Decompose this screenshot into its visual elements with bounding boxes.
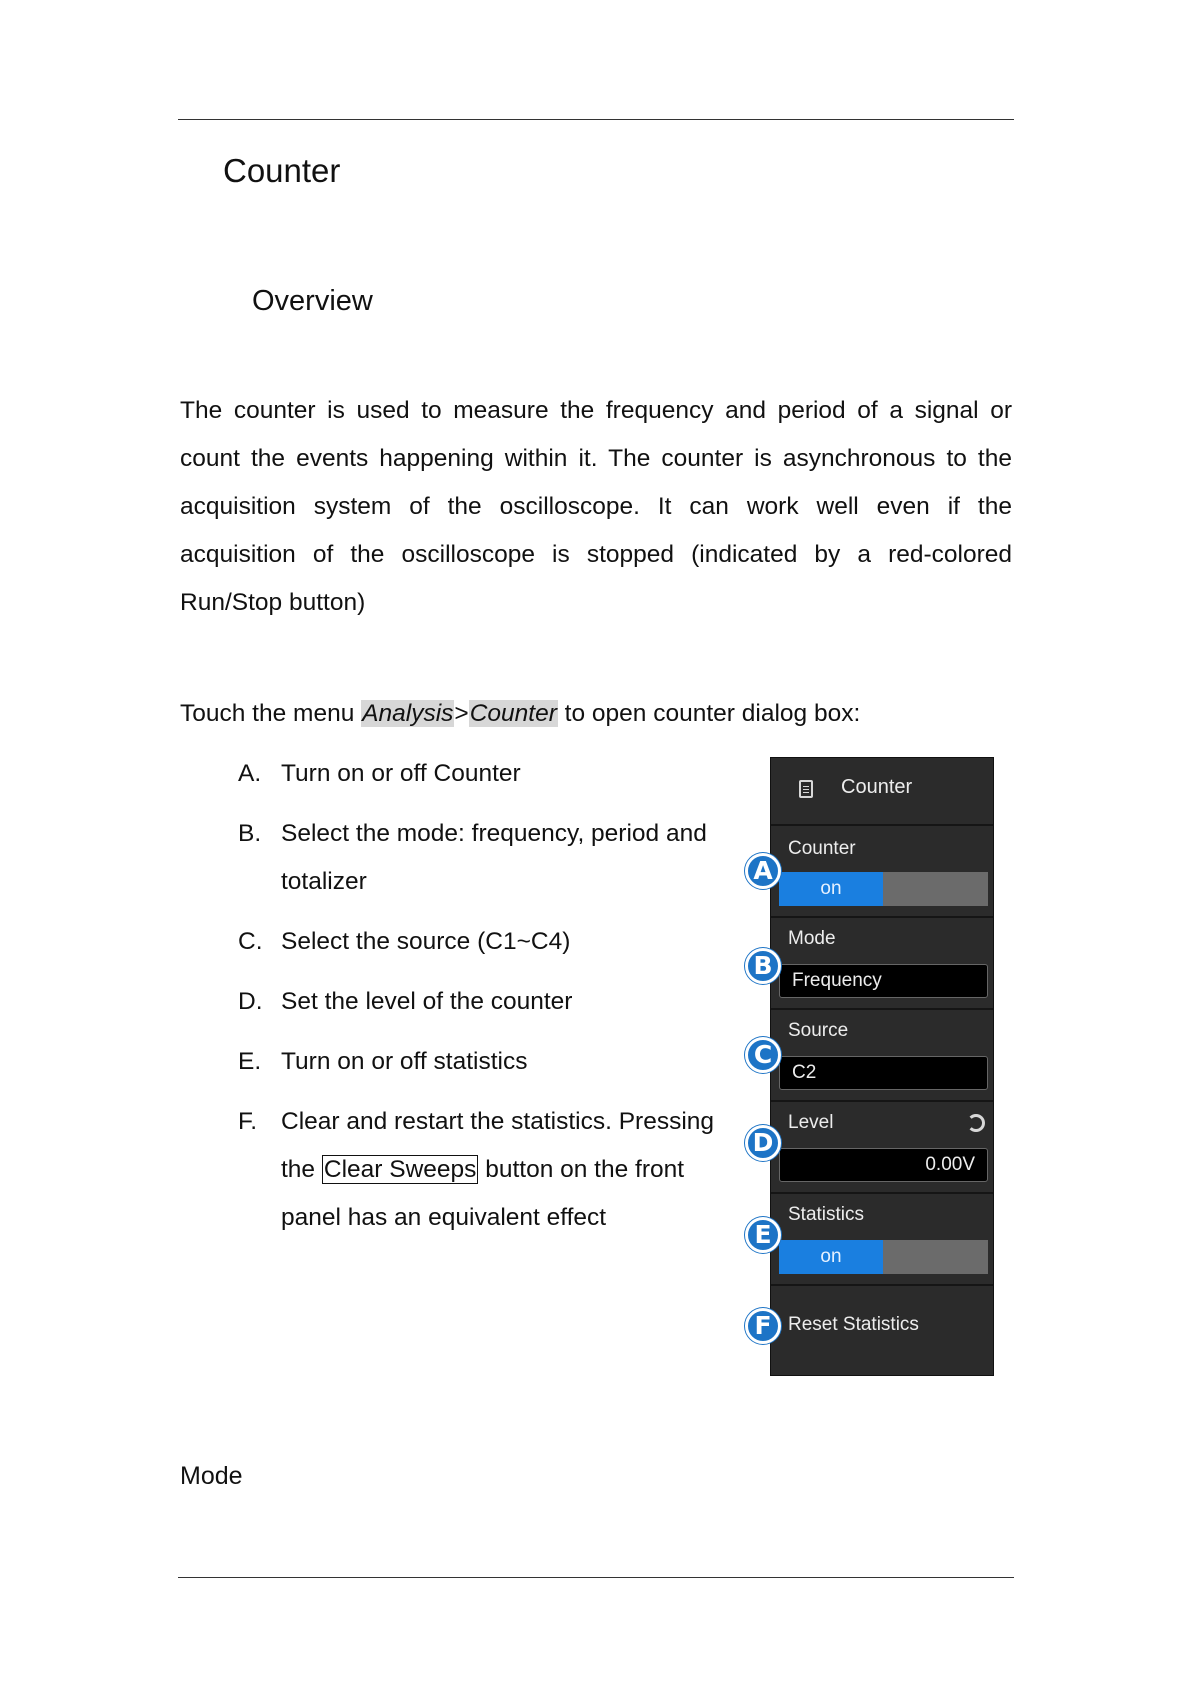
reset-statistics-button[interactable]: Reset Statistics xyxy=(788,1314,919,1335)
clear-sweeps-key: Clear Sweeps xyxy=(323,1156,477,1183)
subsection-heading: Overview xyxy=(252,285,373,317)
marker-a: A xyxy=(745,853,781,889)
item-text: Select the source (C1~C4) xyxy=(281,928,571,955)
list-item xyxy=(238,918,738,966)
item-text: Turn on or off Counter xyxy=(281,760,521,787)
item-label: F. xyxy=(238,1108,258,1135)
list-item xyxy=(238,978,738,1026)
counter-toggle-on: on xyxy=(779,872,883,906)
marker-d: D xyxy=(745,1125,781,1161)
item-label: C. xyxy=(238,928,263,955)
menu-analysis: Analysis xyxy=(362,700,454,727)
counter-toggle[interactable] xyxy=(779,872,988,906)
menu-separator: > xyxy=(454,700,469,727)
marker-b: B xyxy=(745,948,781,984)
mode-section xyxy=(771,916,993,1008)
marker-e: E xyxy=(745,1217,781,1253)
counter-dialog xyxy=(770,757,994,1376)
source-section xyxy=(771,1008,993,1100)
level-label: Level xyxy=(788,1112,834,1133)
statistics-toggle-on: on xyxy=(779,1240,883,1274)
item-label: E. xyxy=(238,1048,262,1075)
item-text: Select the mode: frequency, period and totalizer xyxy=(281,820,707,895)
source-label: Source xyxy=(788,1020,849,1041)
item-text: Set the level of the counter xyxy=(281,988,573,1015)
item-text: Turn on or off statistics xyxy=(281,1048,528,1075)
counter-section xyxy=(771,824,993,916)
list-item xyxy=(238,750,738,798)
level-section xyxy=(771,1100,993,1192)
item-label: A. xyxy=(238,760,262,787)
mode-select[interactable]: Frequency xyxy=(779,964,988,998)
mode-label: Mode xyxy=(788,928,836,949)
marker-f: F xyxy=(745,1308,781,1344)
item-text-pre: Clear and restart the statistics. Pressing the xyxy=(281,1108,715,1183)
section-heading: Counter xyxy=(223,152,341,189)
item-label: D. xyxy=(238,988,263,1015)
header-rule xyxy=(178,119,1014,120)
refresh-icon[interactable] xyxy=(967,1114,985,1132)
source-select[interactable]: C2 xyxy=(779,1056,988,1090)
overview-paragraph: The counter is used to measure the frequency and period of a signal or count the events happening within it. The counter is asynchronous to the acquisition system of the oscilloscope. It can work well even if the acquisition of the oscilloscope is stopped (indicated by a red-colored Run/Stop button) xyxy=(180,397,1012,616)
reset-section[interactable] xyxy=(771,1284,993,1375)
intro-suffix: to open counter dialog box: xyxy=(557,700,861,727)
mode-heading: Mode xyxy=(180,1462,243,1490)
feature-list xyxy=(238,750,738,1254)
counter-label: Counter xyxy=(788,838,856,859)
list-item xyxy=(238,810,738,906)
menu-counter: Counter xyxy=(469,700,557,727)
list-item xyxy=(238,1038,738,1086)
statistics-label: Statistics xyxy=(788,1204,865,1225)
intro-prefix: Touch the menu xyxy=(180,700,362,727)
marker-c: C xyxy=(745,1037,781,1073)
statistics-section xyxy=(771,1192,993,1284)
statistics-toggle[interactable] xyxy=(779,1240,988,1274)
level-input[interactable]: 0.00V xyxy=(779,1148,988,1182)
footer-rule xyxy=(178,1577,1014,1578)
item-text-post: button on the front panel has an equivalent effect xyxy=(281,1156,685,1231)
item-label: B. xyxy=(238,820,262,847)
intro-line xyxy=(180,690,860,738)
list-item xyxy=(238,1098,738,1242)
document-icon xyxy=(799,780,813,798)
dialog-title: Counter xyxy=(841,776,913,798)
